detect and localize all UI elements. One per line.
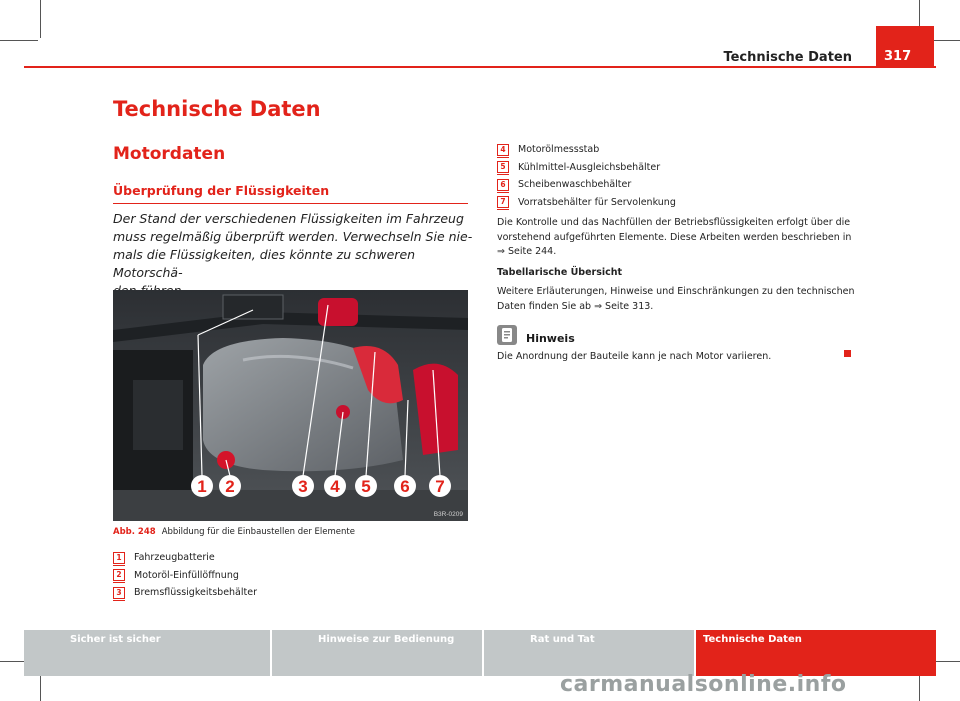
legend-label: Scheibenwaschbehälter: [518, 179, 632, 191]
callout-2: 2: [225, 477, 235, 496]
figure-caption-text: Abbildung für die Einbaustellen der Elemente: [161, 527, 355, 537]
legend-label: Bremsflüssigkeitsbehälter: [134, 587, 257, 599]
section-title: Motordaten: [113, 144, 226, 164]
crop-mark: [40, 0, 41, 38]
callout-7: 7: [435, 477, 445, 496]
watermark: carmanualsonline.info: [560, 672, 847, 697]
callout-4: 4: [330, 477, 340, 496]
section-end-marker: [844, 350, 851, 357]
legend-right: [497, 141, 676, 211]
legend-item: [113, 584, 257, 602]
legend-label: Motorölmessstab: [518, 144, 600, 156]
footer-tab-label: Rat und Tat: [530, 634, 595, 645]
legend-item: [497, 141, 676, 159]
page-title: Technische Daten: [113, 97, 321, 121]
body-line: Die Kontrolle und das Nachfüllen der Betriebsflüssigkeiten erfolgt über die: [497, 217, 851, 228]
header-section-title: Technische Daten: [723, 50, 852, 65]
legend-label: Motoröl-Einfüllöffnung: [134, 569, 239, 581]
intro-line: Der Stand der verschiedenen Flüssigkeiten im Fahrzeug: [113, 211, 464, 226]
note-icon: [497, 325, 517, 345]
callout-5: 5: [361, 477, 371, 496]
legend-badge: 3: [113, 587, 125, 599]
page-number-box: [876, 26, 934, 68]
footer-tab-label: Sicher ist sicher: [70, 634, 161, 645]
figure-code: B3R-0209: [433, 511, 463, 518]
legend-label: Fahrzeugbatterie: [134, 552, 215, 564]
legend-item: [497, 194, 676, 212]
legend-item: [113, 549, 257, 567]
intro-text: [113, 210, 473, 300]
note-title: Hinweis: [526, 332, 575, 345]
figure-caption-label: Abb. 248: [113, 527, 156, 537]
footer-tab-label: Hinweise zur Bedienung: [318, 634, 455, 645]
callout-3: 3: [298, 477, 308, 496]
legend-badge: 7: [497, 196, 509, 208]
legend-label: Vorratsbehälter für Servolenkung: [518, 196, 676, 208]
legend-badge: 2: [113, 569, 125, 581]
legend-item: [497, 176, 676, 194]
intro-line: muss regelmäßig überprüft werden. Verwechseln Sie nie-: [113, 229, 473, 244]
legend-badge: 1: [113, 552, 125, 564]
engine-bay-figure: [113, 290, 468, 521]
body-line: Weitere Erläuterungen, Hinweise und Einschränkungen zu den technischen: [497, 286, 855, 297]
note-text: Die Anordnung der Bauteile kann je nach Motor variieren.: [497, 351, 772, 362]
body-paragraph-1: [497, 216, 857, 260]
footer-tab-bedienung[interactable]: [272, 630, 482, 676]
body-line: ⇒ Seite 244.: [497, 246, 557, 257]
crop-mark: [0, 40, 38, 41]
figure-caption: [113, 527, 355, 537]
page-number: 317: [884, 49, 912, 64]
legend-label: Kühlmittel-Ausgleichsbehälter: [518, 161, 661, 173]
callout-1: 1: [197, 477, 207, 496]
legend-left: [113, 549, 257, 602]
legend-item: [497, 159, 676, 177]
footer-tab-rat-und-tat[interactable]: [484, 630, 694, 676]
legend-item: [113, 567, 257, 585]
legend-badge: 6: [497, 179, 509, 191]
legend-badge: 4: [497, 144, 509, 156]
callout-6: 6: [400, 477, 410, 496]
footer-tab-technische-daten[interactable]: [696, 630, 936, 676]
intro-line: mals die Flüssigkeiten, dies könnte zu schweren Motorschä-: [113, 247, 416, 280]
legend-badge: 5: [497, 161, 509, 173]
table-heading: Tabellarische Übersicht: [497, 267, 623, 278]
engine-bay-illustration: [113, 290, 468, 521]
footer-tab-sicher[interactable]: [24, 630, 270, 676]
header-rule: [24, 66, 936, 68]
body-paragraph-2: [497, 285, 857, 314]
footer-tab-label: Technische Daten: [703, 634, 802, 645]
body-line: vorstehend aufgeführten Elemente. Diese Arbeiten werden beschrieben in: [497, 231, 852, 243]
subsection-title: Überprüfung der Flüssigkeiten: [113, 183, 330, 198]
body-line: Daten finden Sie ab ⇒ Seite 313.: [497, 300, 654, 312]
subsection-rule: [113, 203, 468, 204]
